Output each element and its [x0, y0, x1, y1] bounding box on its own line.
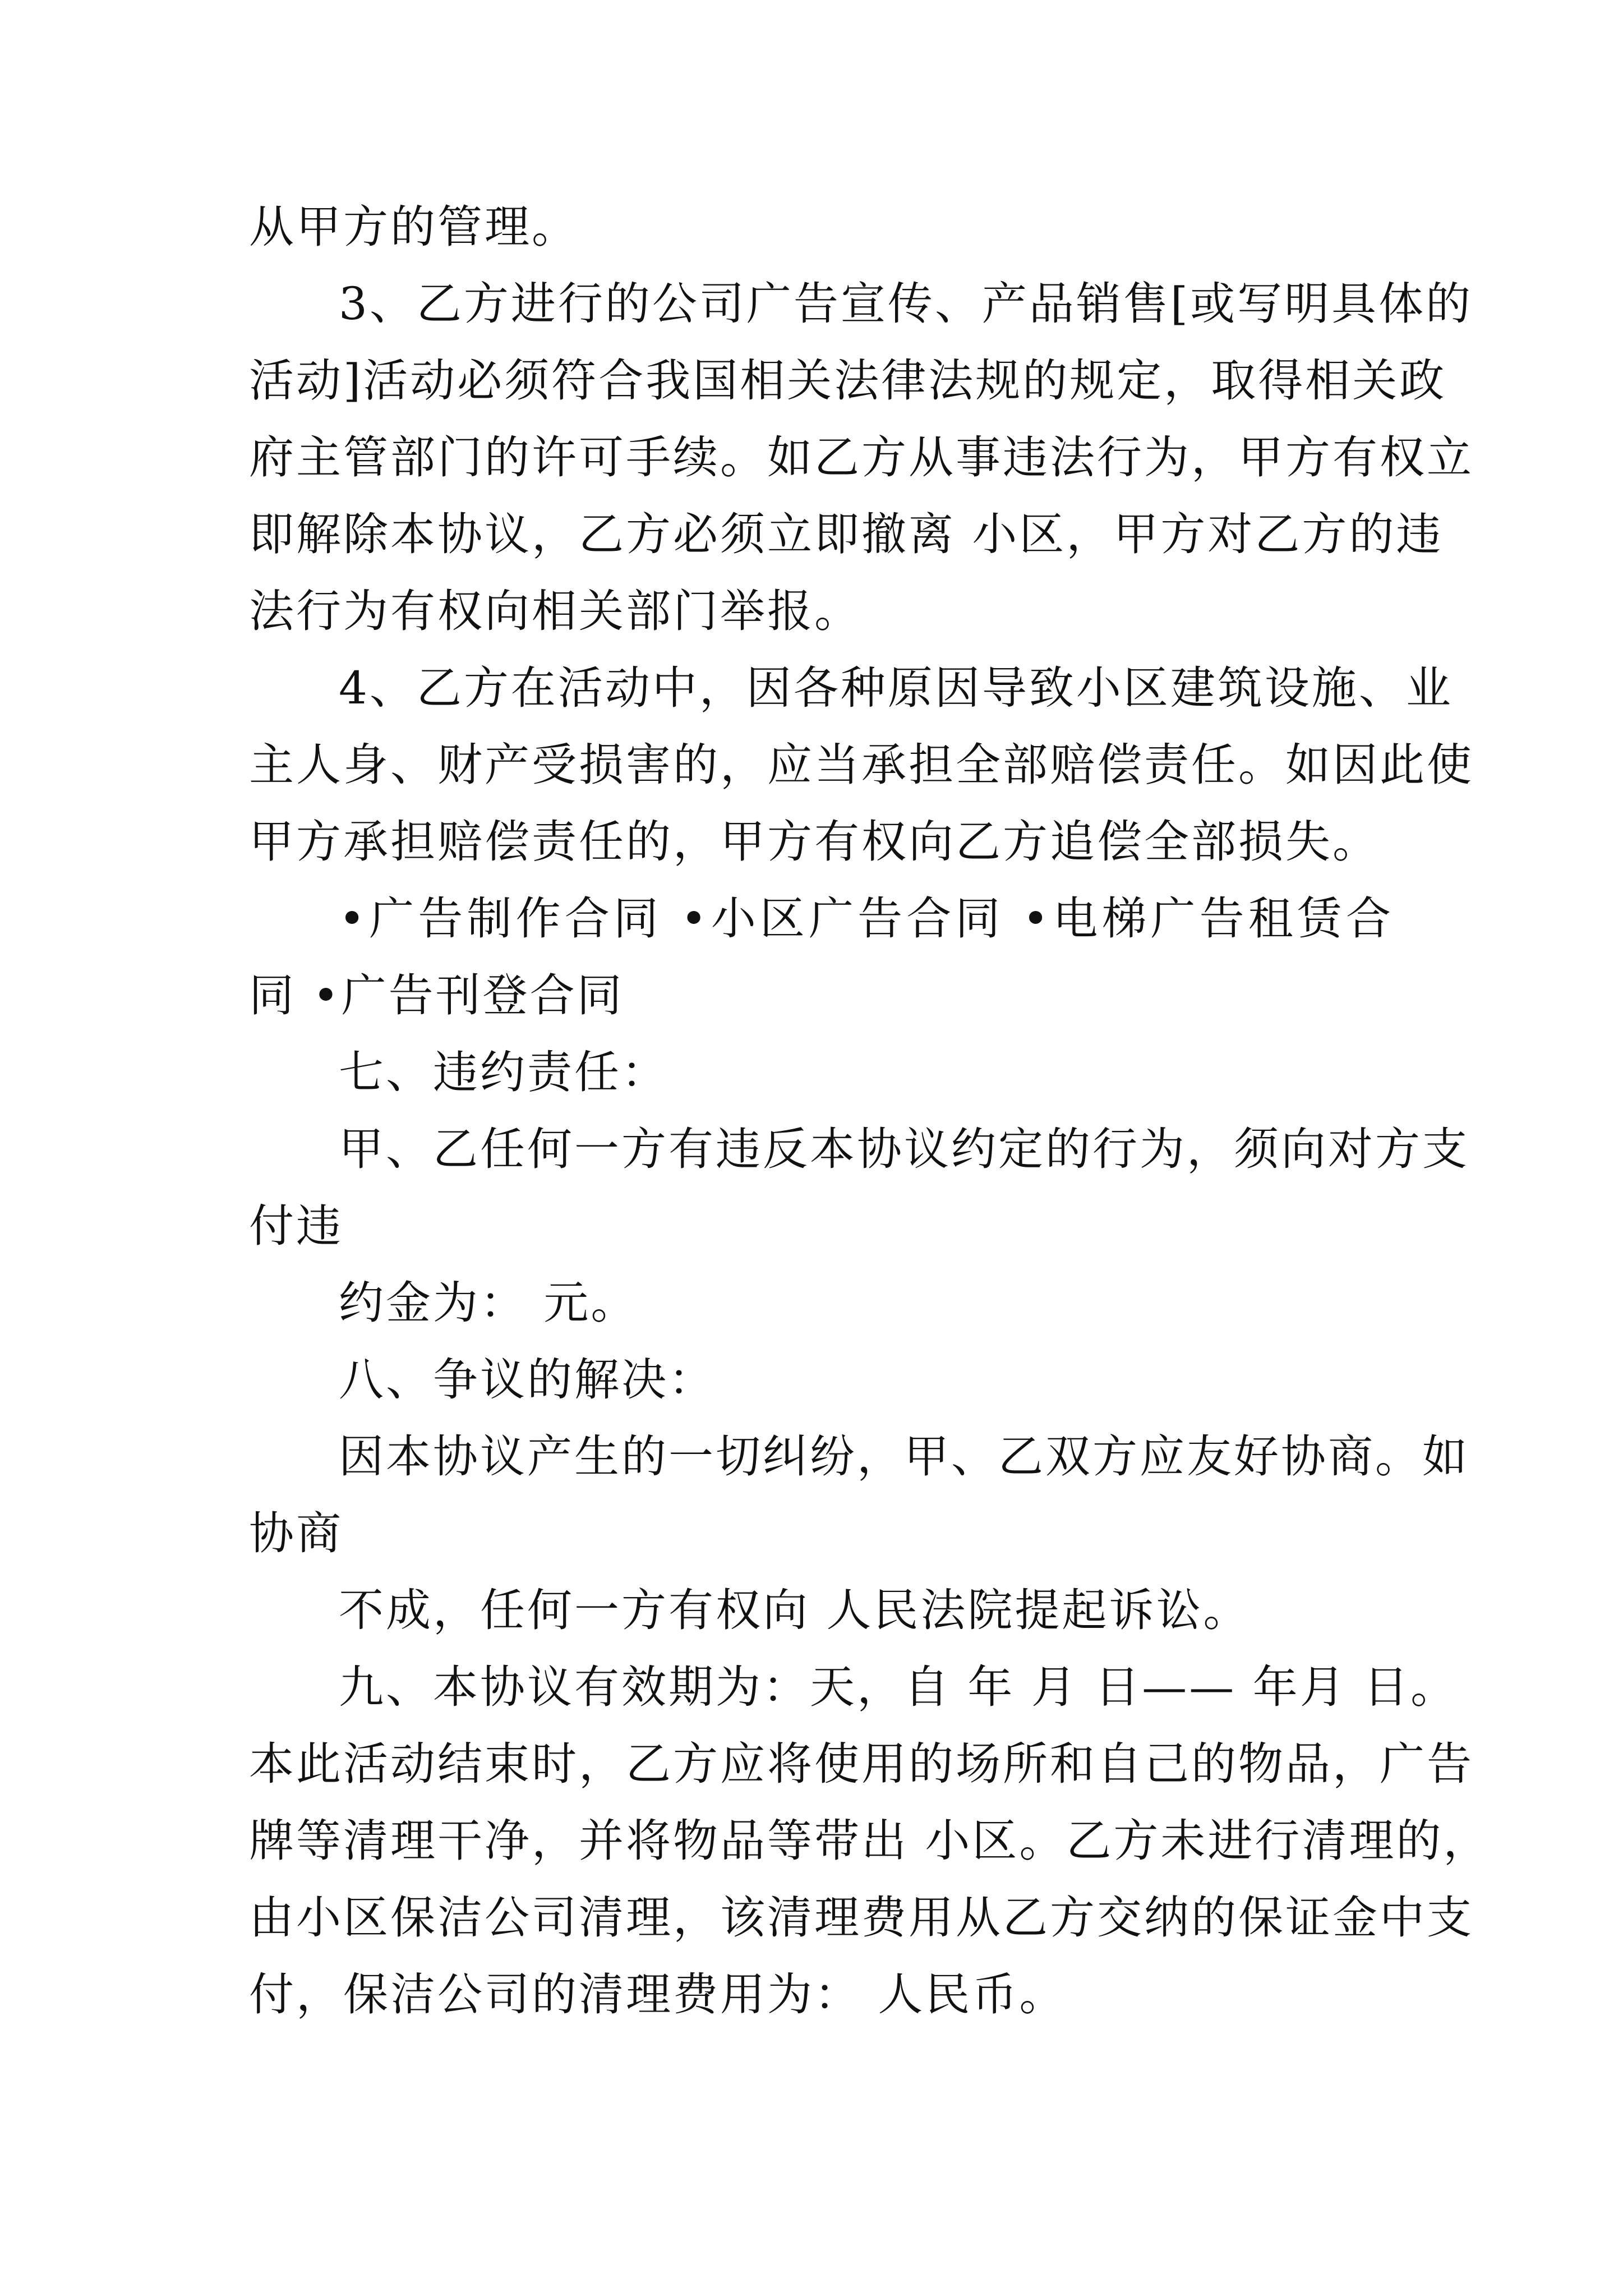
text-line: 本此活动结束时，乙方应将使用的场所和自己的物品，广告 [249, 1738, 1474, 1790]
text-line: 甲、乙任何一方有违反本协议约定的行为，须向对方支 [339, 1123, 1469, 1175]
text-line: 3、乙方进行的公司广告宣传、产品销售[或写明具体的 [339, 278, 1473, 330]
related-links-line: 同 •广告刊登合同 [249, 969, 624, 1022]
text-line: 由小区保洁公司清理，该清理费用从乙方交纳的保证金中支 [249, 1892, 1474, 1944]
text-line: 从甲方的管理。 [249, 201, 579, 253]
text-line: 约金为： 元。 [339, 1277, 638, 1329]
related-links-line: •广告制作合同 •小区广告合同 •电梯广告租赁合 [339, 892, 1393, 945]
text-line: 牌等清理干净，并将物品等带出 小区。乙方未进行清理的， [249, 1815, 1491, 1867]
text-line: 即解除本协议，乙方必须立即撤离 小区，甲方对乙方的违 [249, 508, 1444, 560]
document-body [249, 188, 1491, 2033]
section-heading: 八、争议的解决： [339, 1354, 716, 1406]
text-line: 付违 [249, 1200, 343, 1252]
text-line: 主人身、财产受损害的，应当承担全部赔偿责任。如因此使 [249, 739, 1474, 791]
text-line: 协商 [249, 1507, 343, 1559]
section-heading: 七、违约责任： [339, 1046, 668, 1098]
text-line: 4、乙方在活动中，因各种原因导致小区建筑设施、业 [339, 662, 1453, 714]
text-line: 府主管部门的许可手续。如乙方从事违法行为，甲方有权立 [249, 431, 1474, 484]
text-line: 甲方承担赔偿责任的，甲方有权向乙方追偿全部损失。 [249, 816, 1380, 868]
section-heading: 九、本协议有效期为：天，自 年 月 日—— 年月 日。 [339, 1661, 1458, 1713]
text-line: 付，保洁公司的清理费用为： 人民币。 [249, 1968, 1067, 2021]
text-line: 因本协议产生的一切纠纷，甲、乙双方应友好协商。如 [339, 1430, 1469, 1483]
text-line: 活动]活动必须符合我国相关法律法规的规定，取得相关政 [249, 355, 1447, 407]
text-line: 不成，任何一方有权向 人民法院提起诉讼。 [339, 1584, 1251, 1636]
text-line: 法行为有权向相关部门举报。 [249, 585, 861, 637]
